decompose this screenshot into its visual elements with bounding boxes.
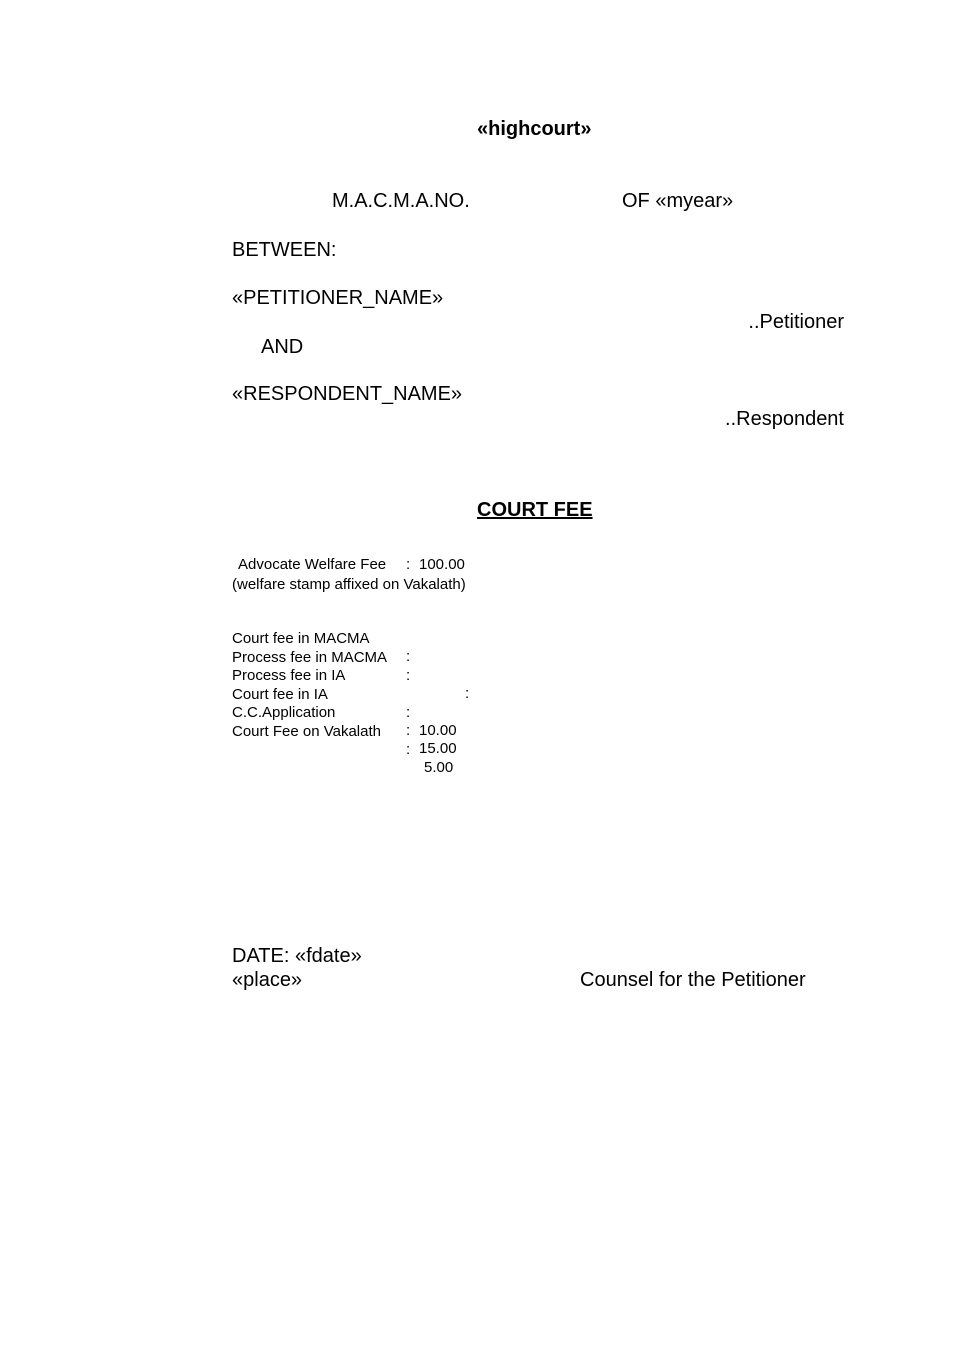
fee-value: 5.00 — [424, 758, 454, 776]
welfare-fee-note: (welfare stamp affixed on Vakalath) — [232, 576, 466, 593]
fee-colon: : — [406, 703, 411, 721]
fee-colon: : — [406, 722, 411, 740]
fee-label: C.C.Application — [232, 704, 336, 722]
case-year-label: OF «myear» — [622, 190, 734, 212]
between-label: BETWEEN: — [232, 239, 337, 261]
fee-colon: : — [406, 666, 411, 684]
welfare-fee-colon: : — [406, 556, 411, 573]
petitioner-role: ..Petitioner — [748, 311, 844, 333]
welfare-fee-label: Advocate Welfare Fee — [238, 556, 387, 573]
fee-colon: : — [465, 685, 470, 703]
fee-value: 15.00 — [419, 740, 457, 758]
place-line: «place» — [232, 969, 303, 991]
fee-label: Court fee in IA — [232, 685, 328, 703]
fee-label: Process fee in IA — [232, 667, 346, 685]
petitioner-name: «PETITIONER_NAME» — [232, 287, 444, 309]
court-fee-heading: COURT FEE — [477, 499, 593, 521]
welfare-fee-value: 100.00 — [419, 556, 465, 573]
court-title: «highcourt» — [477, 118, 592, 140]
fee-colon: : — [406, 648, 411, 665]
fee-label: Court fee in MACMA — [232, 630, 370, 647]
date-line: DATE: «fdate» — [232, 945, 362, 967]
fee-colon: : — [406, 740, 411, 758]
counsel-signature: Counsel for the Petitioner — [580, 969, 806, 991]
case-number-label: M.A.C.M.A.NO. — [332, 190, 470, 212]
respondent-name: «RESPONDENT_NAME» — [232, 383, 463, 405]
fee-value: 10.00 — [419, 721, 457, 739]
respondent-role: ..Respondent — [725, 408, 844, 430]
fee-list — [232, 612, 470, 776]
fee-label: Court Fee on Vakalath — [232, 722, 381, 740]
and-label: AND — [261, 336, 304, 358]
fee-label: Process fee in MACMA — [232, 648, 388, 666]
